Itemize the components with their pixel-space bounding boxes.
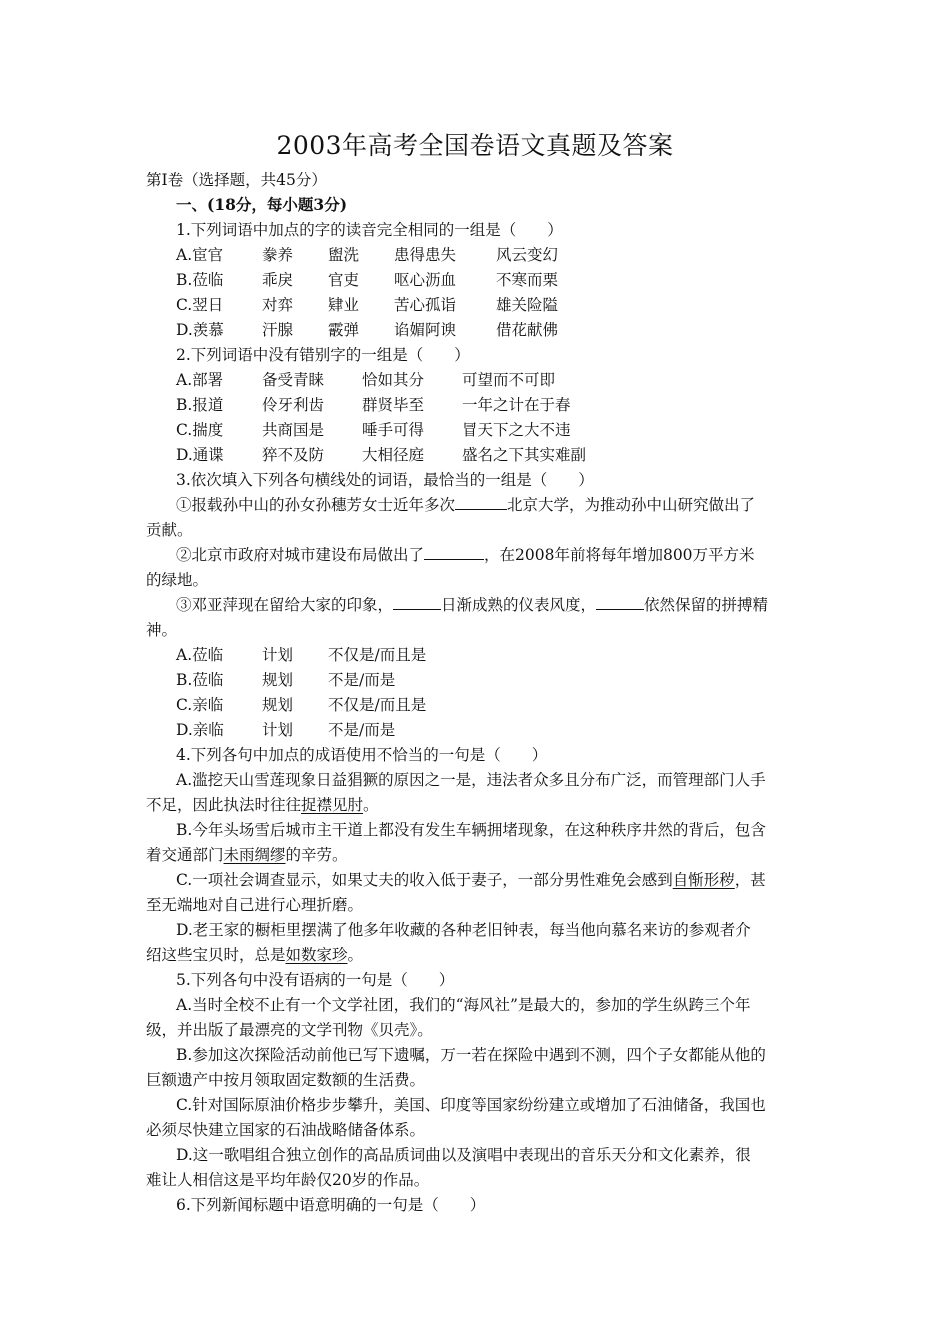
- option-cell: 苦心孤诣: [394, 296, 457, 314]
- paragraph-line: A.滥挖天山雪莲现象日益猖獗的原因之一是，违法者众多且分布广泛，而管理部门人手: [176, 771, 766, 789]
- sentence-text: 不足，因此执法时往往: [146, 796, 302, 814]
- paragraph-line: D.老王家的橱柜里摆满了他多年收藏的各种老旧钟表，每当他向慕名来访的参观者介: [176, 921, 751, 939]
- option-cell: 群贤毕至: [362, 396, 425, 414]
- sentence-continuation: 贡献。: [146, 521, 193, 539]
- option-cell: 对弈: [262, 296, 294, 314]
- paragraph-line: 级，并出版了最漂亮的文学刊物《贝壳》。: [146, 1021, 433, 1039]
- sentence-text: C.一项社会调查显示，如果丈夫的收入低于妻子，一部分男性难免会感到: [176, 871, 673, 889]
- paragraph-line: 巨额遗产中按月领取固定数额的生活费。: [146, 1071, 426, 1089]
- option-cell: 计划: [262, 721, 294, 739]
- option-cell: 一年之计在于春: [462, 396, 571, 414]
- sentence-text: 依然保留的拼搏精: [644, 596, 769, 614]
- idiom-highlight: 捉襟见肘: [301, 796, 364, 814]
- option-cell: 霰弹: [328, 321, 360, 339]
- paragraph-line: [146, 795, 379, 815]
- option-cell: 猝不及防: [262, 446, 325, 464]
- paragraph-line: D.这一歌唱组合独立创作的高品质词曲以及演唱中表现出的音乐天分和文化素养，很: [176, 1146, 751, 1164]
- option-cell: 备受青睐: [262, 371, 325, 389]
- sentence-text: ，甚: [734, 871, 766, 889]
- question-3-stem: 3.依次填入下列各句横线处的词语，最恰当的一组是（ ）: [176, 471, 594, 489]
- option-cell: 不仅是/而且是: [328, 696, 427, 714]
- option-cell: 呕心沥血: [394, 271, 457, 289]
- option-cell: D.通谍: [176, 446, 224, 464]
- sentence-text: 日渐成熟的仪表风度，: [441, 596, 597, 614]
- option-cell: 恰如其分: [362, 371, 425, 389]
- option-cell: 雄关险隘: [496, 296, 559, 314]
- sentence-text: ①报载孙中山的孙女孙穗芳女士近年多次: [176, 496, 456, 514]
- option-cell: 唾手可得: [362, 421, 425, 439]
- option-cell: 规划: [262, 696, 294, 714]
- option-cell: 盥洗: [328, 246, 360, 264]
- question-3-sentence-2: [176, 545, 755, 565]
- option-cell: 不仅是/而且是: [328, 646, 427, 664]
- paragraph-line: [176, 870, 766, 890]
- option-cell: A.宦官: [176, 246, 224, 264]
- option-cell: 共商国是: [262, 421, 325, 439]
- paragraph-line: [146, 945, 363, 965]
- question-3-sentence-3: [176, 595, 768, 615]
- option-cell: B.莅临: [176, 271, 224, 289]
- option-cell: B.报道: [176, 396, 224, 414]
- option-cell: 不寒而栗: [496, 271, 559, 289]
- question-2-stem: 2.下列词语中没有错别字的一组是（ ）: [176, 346, 470, 364]
- sentence-text: ②北京市政府对城市建设布局做出了: [176, 546, 425, 564]
- option-cell: 冒天下之大不违: [462, 421, 571, 439]
- option-cell: C.揣度: [176, 421, 224, 439]
- question-3-sentence-1: [176, 495, 755, 515]
- sentence-text: ③邓亚萍现在留给大家的印象，: [176, 596, 394, 614]
- paragraph-line: 必须尽快建立国家的石油战略储备体系。: [146, 1121, 426, 1139]
- option-cell: D.羡慕: [176, 321, 224, 339]
- option-cell: C.亲临: [176, 696, 224, 714]
- sentence-text: 。: [347, 946, 364, 964]
- question-1-stem: 1.下列词语中加点的字的读音完全相同的一组是（ ）: [176, 221, 563, 239]
- part-label: 第Ⅰ卷（选择题，共45分）: [146, 171, 327, 189]
- option-cell: 患得患失: [394, 246, 457, 264]
- option-cell: 计划: [262, 646, 294, 664]
- option-cell: A.部署: [176, 371, 224, 389]
- section-heading: 一、(18分，每小题3分): [176, 195, 348, 214]
- sentence-continuation: 的绿地。: [146, 571, 209, 589]
- sentence-text: 绍这些宝贝时，总是: [146, 946, 286, 964]
- option-cell: 盛名之下其实难副: [462, 446, 587, 464]
- sentence-continuation: 神。: [146, 621, 178, 639]
- question-6-stem: 6.下列新闻标题中语意明确的一句是（ ）: [176, 1196, 486, 1214]
- option-cell: 大相径庭: [362, 446, 425, 464]
- idiom-highlight: 未雨绸缪: [223, 846, 286, 864]
- paragraph-line: B.今年头场雪后城市主干道上都没有发生车辆拥堵现象，在这种秩序井然的背后，包含: [176, 821, 766, 839]
- option-cell: 豢养: [262, 246, 294, 264]
- idiom-highlight: 自惭形秽: [672, 871, 735, 889]
- option-cell: C.翌日: [176, 296, 224, 314]
- question-4-stem: 4.下列各句中加点的成语使用不恰当的一句是（ ）: [176, 746, 548, 764]
- page-title: 2003年高考全国卷语文真题及答案: [276, 131, 674, 160]
- paragraph-line: [146, 845, 348, 865]
- fill-blank: [596, 595, 644, 610]
- paragraph-line: A.当时全校不止有一个文学社团，我们的“海风社”是最大的，参加的学生纵跨三个年: [176, 996, 751, 1014]
- idiom-highlight: 如数家珍: [285, 946, 348, 964]
- fill-blank: [424, 545, 484, 560]
- sentence-text: 的辛劳。: [285, 846, 348, 864]
- option-cell: B.莅临: [176, 671, 224, 689]
- option-cell: 伶牙利齿: [262, 396, 325, 414]
- sentence-text: 。: [363, 796, 379, 814]
- option-cell: 肄业: [328, 296, 360, 314]
- paragraph-line: 至无端地对自己进行心理折磨。: [146, 896, 364, 914]
- option-cell: 可望而不可即: [462, 371, 556, 389]
- option-cell: 谄媚阿谀: [394, 321, 457, 339]
- sentence-text: 北京大学，为推动孙中山研究做出了: [507, 496, 756, 514]
- option-cell: D.亲临: [176, 721, 224, 739]
- option-cell: 汗腺: [262, 321, 294, 339]
- sentence-text: 着交通部门: [146, 846, 224, 864]
- option-cell: 官吏: [328, 271, 360, 289]
- fill-blank: [455, 495, 507, 510]
- option-cell: 不是/而是: [328, 721, 396, 739]
- sentence-text: ，在2008年前将每年增加800万平方米: [484, 546, 755, 564]
- option-cell: 借花献佛: [496, 321, 559, 339]
- option-cell: 规划: [262, 671, 294, 689]
- paragraph-line: 难让人相信这是平均年龄仅20岁的作品。: [146, 1171, 430, 1189]
- paragraph-line: C.针对国际原油价格步步攀升，美国、印度等国家纷纷建立或增加了石油储备，我国也: [176, 1096, 766, 1114]
- option-cell: 不是/而是: [328, 671, 396, 689]
- paragraph-line: B.参加这次探险活动前他已写下遗嘱，万一若在探险中遇到不测，四个子女都能从他的: [176, 1046, 766, 1064]
- fill-blank: [393, 595, 441, 610]
- question-5-stem: 5.下列各句中没有语病的一句是（ ）: [176, 971, 455, 989]
- option-cell: A.莅临: [176, 646, 224, 664]
- option-cell: 乖戾: [262, 271, 294, 289]
- option-cell: 风云变幻: [496, 246, 559, 264]
